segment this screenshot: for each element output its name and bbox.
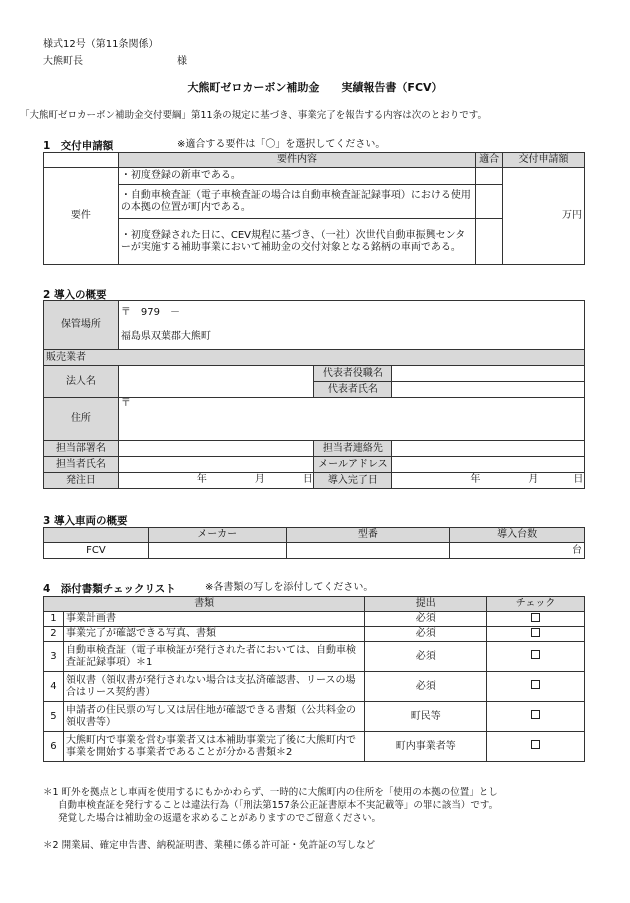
vehicle-table bbox=[43, 527, 585, 559]
vehicle-header-blank bbox=[44, 528, 149, 543]
submit-requirement: 町民等 bbox=[365, 702, 487, 732]
document-name: 事業計画書 bbox=[63, 612, 364, 627]
submit-requirement: 必須 bbox=[365, 612, 487, 627]
address-postal: 〒 bbox=[120, 398, 131, 409]
fit-cell-2[interactable] bbox=[476, 185, 503, 219]
fit-cell-1[interactable] bbox=[476, 168, 503, 185]
intro-day: 日 bbox=[573, 474, 584, 485]
checkbox[interactable] bbox=[531, 650, 540, 659]
intro-date-label: 導入完了日 bbox=[314, 473, 392, 489]
order-year: 年 bbox=[196, 474, 207, 485]
intro-year: 年 bbox=[470, 474, 481, 485]
requirements-table bbox=[43, 152, 585, 265]
storage-address: 福島県双葉郡大熊町 bbox=[120, 331, 211, 342]
submit-requirement: 必須 bbox=[365, 642, 487, 672]
checkbox[interactable] bbox=[531, 628, 540, 637]
contact-label: 担当者連絡先 bbox=[314, 441, 392, 457]
col-document: 書類 bbox=[44, 597, 365, 612]
requirement-1: ・初度登録の新車である。 bbox=[118, 168, 475, 185]
dept-label: 担当部署名 bbox=[44, 441, 119, 457]
col-amount: 交付申請額 bbox=[503, 153, 585, 168]
amount-cell[interactable] bbox=[503, 168, 585, 265]
overview-table bbox=[43, 300, 585, 489]
document-name: 申請者の住民票の写し又は居住地が確認できる書類（公共料金の領収書等） bbox=[63, 702, 364, 732]
storage-cell[interactable] bbox=[118, 301, 584, 350]
table-row bbox=[44, 672, 585, 702]
section3-heading: 3 導入車両の概要 bbox=[43, 515, 128, 527]
rep-name-label: 代表者氏名 bbox=[314, 382, 392, 398]
table-row bbox=[44, 627, 585, 642]
document-name: 領収書（領収書が発行されない場合は支払済確認書、リースの場合はリース契約書） bbox=[63, 672, 364, 702]
row-number: 6 bbox=[44, 732, 64, 762]
rep-name-field[interactable] bbox=[392, 382, 585, 398]
col-count: 導入台数 bbox=[450, 528, 585, 543]
order-date-field[interactable] bbox=[118, 473, 314, 489]
row-number: 1 bbox=[44, 612, 64, 627]
section2-heading: 2 導入の概要 bbox=[43, 289, 107, 301]
storage-postal: 〒 979 － bbox=[120, 307, 180, 318]
col-maker: メーカー bbox=[148, 528, 286, 543]
col-requirement-content: 要件内容 bbox=[118, 153, 475, 168]
section1-note: ※適合する要件は「〇」を選択してください。 bbox=[177, 139, 386, 150]
requirements-label: 要件 bbox=[44, 168, 119, 265]
vehicle-type: FCV bbox=[44, 543, 149, 559]
col-fit: 適合 bbox=[476, 153, 503, 168]
address-label: 住所 bbox=[44, 398, 119, 441]
footnote-1-line-3: 発覚した場合は補助金の返還を求めることがありますのでご留意ください。 bbox=[58, 813, 382, 824]
address-field[interactable] bbox=[118, 398, 584, 441]
row-number: 2 bbox=[44, 627, 64, 642]
order-month: 月 bbox=[254, 474, 265, 485]
submit-requirement: 町内事業者等 bbox=[365, 732, 487, 762]
corp-name-field[interactable] bbox=[118, 366, 314, 398]
row-number: 3 bbox=[44, 642, 64, 672]
section4-note: ※各書類の写しを添付してください。 bbox=[205, 582, 374, 593]
intro-text: 「大熊町ゼロカーボン補助金交付要綱」第11条の規定に基づき、事業完了を報告する内容は次のとおりです。 bbox=[20, 110, 487, 121]
checkbox[interactable] bbox=[531, 680, 540, 689]
email-label: メールアドレス bbox=[314, 457, 392, 473]
footnote-2: ＊2 開業届、確定申告書、納税証明書、業種に係る許可証・免許証の写しなど bbox=[43, 840, 376, 851]
checkbox[interactable] bbox=[531, 613, 540, 622]
checklist-table bbox=[43, 596, 585, 762]
model-field[interactable] bbox=[286, 543, 450, 559]
checkbox[interactable] bbox=[531, 710, 540, 719]
rep-title-label: 代表者役職名 bbox=[314, 366, 392, 382]
email-field[interactable] bbox=[392, 457, 585, 473]
addressee: 大熊町長 bbox=[43, 56, 83, 67]
intro-month: 月 bbox=[528, 474, 539, 485]
dealer-label: 販売業者 bbox=[44, 350, 585, 366]
submit-requirement: 必須 bbox=[365, 672, 487, 702]
count-unit: 台 bbox=[572, 544, 582, 556]
form-number: 様式12号（第11条関係） bbox=[43, 39, 159, 50]
person-field[interactable] bbox=[118, 457, 314, 473]
section1-heading: 1 交付申請額 bbox=[43, 140, 114, 152]
fit-cell-3[interactable] bbox=[476, 219, 503, 265]
count-field[interactable] bbox=[450, 543, 585, 559]
col-model: 型番 bbox=[286, 528, 450, 543]
document-title: 大熊町ゼロカーボン補助金 実績報告書（FCV） bbox=[187, 81, 443, 94]
document-name: 大熊町内で事業を営む事業者又は本補助事業完了後に大熊町内で事業を開始する事業者であることが分かる書類＊2 bbox=[63, 732, 364, 762]
amount-unit: 万円 bbox=[562, 210, 582, 221]
table-header-blank bbox=[44, 153, 119, 168]
table-row bbox=[44, 642, 585, 672]
intro-date-field[interactable] bbox=[392, 473, 585, 489]
footnote-1-line-2: 自動車検査証を発行することは違法行為（「刑法第157条公正証書原本不実記載等」の罪に該当）です。 bbox=[58, 800, 499, 811]
col-submit: 提出 bbox=[365, 597, 487, 612]
row-number: 4 bbox=[44, 672, 64, 702]
requirement-3: ・初度登録された日に、CEV規程に基づき、（一社）次世代自動車振興センターが実施する補助事業において補助金の交付対象となる銘柄の車両である。 bbox=[118, 219, 475, 265]
honorific: 様 bbox=[177, 56, 187, 67]
checkbox[interactable] bbox=[531, 740, 540, 749]
submit-requirement: 必須 bbox=[365, 627, 487, 642]
order-date-label: 発注日 bbox=[44, 473, 119, 489]
order-day: 日 bbox=[302, 474, 313, 485]
table-row bbox=[44, 702, 585, 732]
corp-name-label: 法人名 bbox=[44, 366, 119, 398]
document-name: 自動車検査証（電子車検証が発行された者においては、自動車検査証記録事項）＊1 bbox=[63, 642, 364, 672]
row-number: 5 bbox=[44, 702, 64, 732]
col-check: チェック bbox=[487, 597, 585, 612]
section4-heading: 4 添付書類チェックリスト bbox=[43, 583, 176, 595]
footnote-1-line-1: ＊1 町外を拠点とし車両を使用するにもかかわらず、一時的に大熊町内の住所を「使用の本拠の位置」とし bbox=[43, 787, 498, 798]
document-name: 事業完了が確認できる写真、書類 bbox=[63, 627, 364, 642]
storage-label: 保管場所 bbox=[44, 301, 119, 350]
rep-title-field[interactable] bbox=[392, 366, 585, 382]
contact-field[interactable] bbox=[392, 441, 585, 457]
requirement-2: ・自動車検査証（電子車検査証の場合は自動車検査証記録事項）における使用の本拠の位置が町内である。 bbox=[118, 185, 475, 219]
dept-field[interactable] bbox=[118, 441, 314, 457]
table-row bbox=[44, 732, 585, 762]
maker-field[interactable] bbox=[148, 543, 286, 559]
table-row bbox=[44, 612, 585, 627]
person-label: 担当者氏名 bbox=[44, 457, 119, 473]
